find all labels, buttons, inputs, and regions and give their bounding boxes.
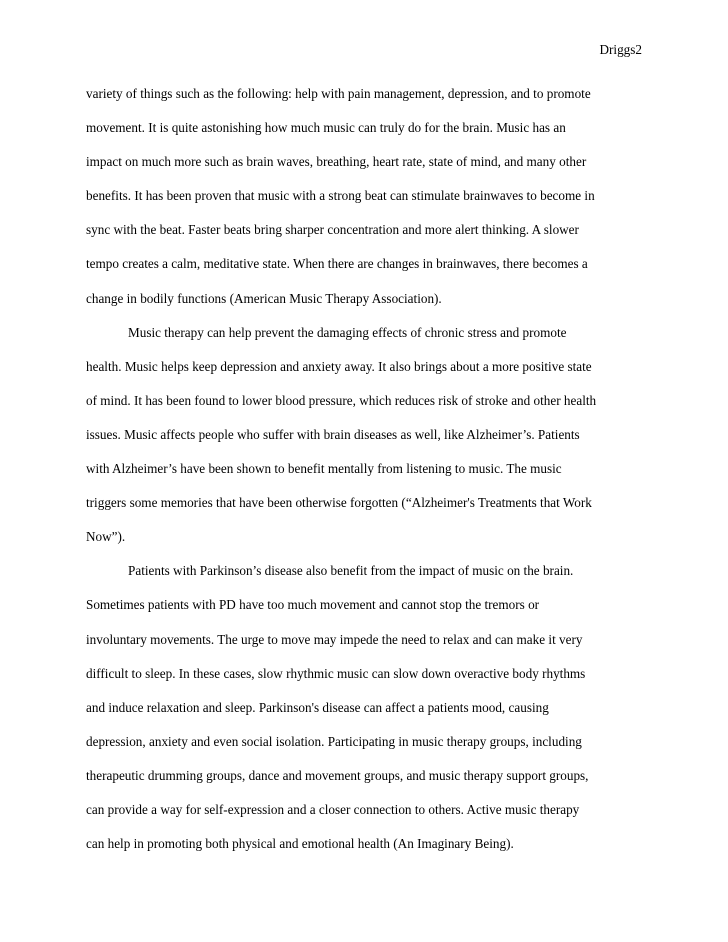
- text-line: change in bodily functions (American Music Therapy Association).: [86, 290, 442, 306]
- text-line: with Alzheimer’s have been shown to benefit mentally from listening to music. The music: [86, 461, 562, 477]
- text-line: Patients with Parkinson’s disease also benefit from the impact of music on the brain.: [128, 563, 574, 579]
- text-line: difficult to sleep. In these cases, slow rhythmic music can slow down overactive body rhythms: [86, 665, 586, 681]
- text-line: depression, anxiety and even social isolation. Participating in music therapy groups, including: [86, 733, 582, 749]
- text-line: of mind. It has been found to lower blood pressure, which reduces risk of stroke and other health: [86, 392, 597, 408]
- body-text: [86, 86, 646, 870]
- text-line: and induce relaxation and sleep. Parkinson's disease can affect a patients mood, causing: [86, 699, 549, 715]
- text-line: can provide a way for self-expression and a closer connection to others. Active music therapy: [86, 801, 580, 817]
- text-line: impact on much more such as brain waves, breathing, heart rate, state of mind, and many other: [86, 154, 587, 170]
- text-line: tempo creates a calm, meditative state. When there are changes in brainwaves, there becomes a: [86, 256, 588, 272]
- text-line: Music therapy can help prevent the damaging effects of chronic stress and promote: [128, 324, 567, 340]
- text-line: Now”).: [86, 529, 126, 545]
- text-line: benefits. It has been proven that music with a strong beat can stimulate brainwaves to become in: [86, 188, 595, 204]
- text-line: health. Music helps keep depression and anxiety away. It also brings about a more positive state: [86, 358, 592, 374]
- text-line: Sometimes patients with PD have too much movement and cannot stop the tremors or: [86, 597, 540, 613]
- paragraph-2: [86, 325, 646, 564]
- text-line: sync with the beat. Faster beats bring sharper concentration and more alert thinking. A slower: [86, 222, 579, 238]
- text-line: issues. Music affects people who suffer with brain diseases as well, like Alzheimer’s. Patients: [86, 426, 580, 442]
- text-line: can help in promoting both physical and emotional health (An Imaginary Being).: [86, 836, 514, 852]
- paragraph-1: [86, 86, 646, 325]
- text-line: involuntary movements. The urge to move may impede the need to relax and can make it very: [86, 631, 583, 647]
- text-line: variety of things such as the following: help with pain management, depression, and to promote: [86, 86, 591, 101]
- text-line: therapeutic drumming groups, dance and movement groups, and music therapy support groups,: [86, 767, 589, 783]
- running-head: Driggs2: [599, 42, 642, 57]
- text-line: movement. It is quite astonishing how much music can truly do for the brain. Music has an: [86, 120, 566, 136]
- paragraph-3: [86, 563, 646, 870]
- text-line: triggers some memories that have been otherwise forgotten (“Alzheimer's Treatments that Work: [86, 495, 592, 511]
